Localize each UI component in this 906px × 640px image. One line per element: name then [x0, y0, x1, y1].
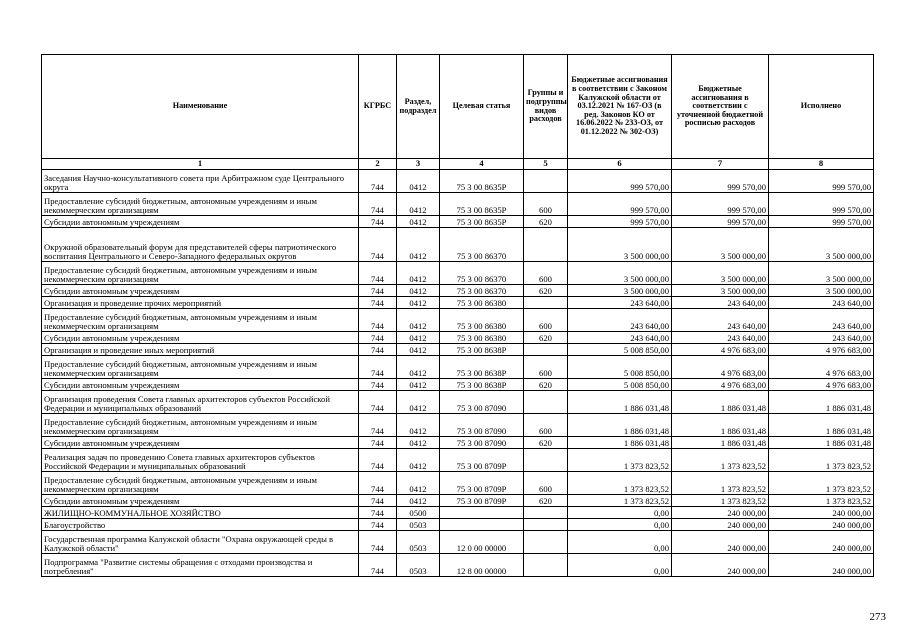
table-cell-section: 0412 [397, 391, 440, 414]
table-cell-target [440, 519, 524, 531]
table-cell-kgrbs: 744 [359, 170, 397, 193]
header-executed: Исполнено [769, 55, 874, 159]
table-cell-kgrbs: 744 [359, 437, 397, 449]
table-cell-section: 0412 [397, 472, 440, 495]
table-cell-refined: 3 500 000,00 [672, 262, 769, 285]
page-number: 273 [869, 611, 886, 623]
table-row [42, 309, 874, 332]
table-cell-group [524, 507, 568, 519]
table-cell-executed: 243 640,00 [769, 332, 874, 344]
table-cell-group: 620 [524, 332, 568, 344]
table-cell-refined: 240 000,00 [672, 531, 769, 554]
table-row [42, 332, 874, 344]
table-cell-target: 75 3 00 87090 [440, 414, 524, 437]
table-cell-refined: 243 640,00 [672, 297, 769, 309]
table-cell-executed: 999 570,00 [769, 193, 874, 216]
table-cell-name: Субсидии автономным учреждениям [42, 332, 359, 344]
table-cell-approved: 3 500 000,00 [568, 228, 672, 262]
table-cell-approved: 1 886 031,48 [568, 414, 672, 437]
table-cell-approved: 5 008 850,00 [568, 344, 672, 356]
budget-table [41, 54, 874, 577]
table-cell-group [524, 344, 568, 356]
table-row [42, 216, 874, 228]
header-refined: Бюджетные ассигнования в соответствии с уточненной бюджетной росписью расходов [672, 55, 769, 159]
table-cell-refined: 243 640,00 [672, 332, 769, 344]
table-cell-kgrbs: 744 [359, 356, 397, 379]
table-cell-approved: 1 886 031,48 [568, 391, 672, 414]
column-number-row [42, 159, 874, 170]
table-cell-target: 75 3 00 8709Р [440, 472, 524, 495]
column-number: 6 [568, 159, 672, 170]
table-cell-section: 0412 [397, 356, 440, 379]
table-cell-kgrbs: 744 [359, 332, 397, 344]
table-cell-kgrbs: 744 [359, 379, 397, 391]
table-cell-refined: 1 886 031,48 [672, 391, 769, 414]
table-cell-target: 75 3 00 8638Р [440, 356, 524, 379]
table-cell-name: Предоставление субсидий бюджетным, автономным учреждениям и иным некоммерческим организациям [42, 356, 359, 379]
column-number: 3 [397, 159, 440, 170]
table-cell-executed: 1 886 031,48 [769, 391, 874, 414]
table-row [42, 170, 874, 193]
table-cell-name: Субсидии автономным учреждениям [42, 379, 359, 391]
table-cell-section: 0412 [397, 297, 440, 309]
table-cell-group: 620 [524, 216, 568, 228]
table-row [42, 344, 874, 356]
table-row [42, 495, 874, 507]
table-cell-executed: 240 000,00 [769, 531, 874, 554]
column-number: 8 [769, 159, 874, 170]
table-cell-target: 75 3 00 87090 [440, 391, 524, 414]
table-cell-group: 600 [524, 309, 568, 332]
table-cell-name: Предоставление субсидий бюджетным, автономным учреждениям и иным некоммерческим организациям [42, 309, 359, 332]
column-number: 1 [42, 159, 359, 170]
table-cell-refined: 243 640,00 [672, 309, 769, 332]
table-cell-refined: 4 976 683,00 [672, 344, 769, 356]
table-cell-name: Заседания Научно-консультативного совета при Арбитражном суде Центрального округа [42, 170, 359, 193]
table-cell-section: 0412 [397, 285, 440, 297]
table-cell-approved: 1 373 823,52 [568, 449, 672, 472]
table-cell-refined: 1 886 031,48 [672, 437, 769, 449]
table-cell-section: 0503 [397, 519, 440, 531]
table-cell-target: 75 3 00 86370 [440, 262, 524, 285]
table-cell-section: 0412 [397, 495, 440, 507]
table-row [42, 414, 874, 437]
table-cell-executed: 240 000,00 [769, 507, 874, 519]
table-cell-target: 12 0 00 00000 [440, 531, 524, 554]
table-cell-target [440, 507, 524, 519]
table-cell-section: 0500 [397, 507, 440, 519]
table-cell-refined: 1 373 823,52 [672, 495, 769, 507]
table-cell-target: 12 8 00 00000 [440, 554, 524, 577]
table-cell-group: 620 [524, 437, 568, 449]
table-cell-name: Государственная программа Калужской области "Охрана окружающей среды в Калужской области" [42, 531, 359, 554]
table-cell-kgrbs: 744 [359, 414, 397, 437]
table-cell-executed: 240 000,00 [769, 554, 874, 577]
table-cell-executed: 1 373 823,52 [769, 472, 874, 495]
table-cell-target: 75 3 00 8709Р [440, 449, 524, 472]
table-cell-section: 0412 [397, 216, 440, 228]
table-cell-name: Предоставление субсидий бюджетным, автономным учреждениям и иным некоммерческим организациям [42, 414, 359, 437]
table-cell-group: 600 [524, 193, 568, 216]
table-cell-group [524, 170, 568, 193]
header-target: Целевая статья [440, 55, 524, 159]
table-cell-target: 75 3 00 86370 [440, 285, 524, 297]
table-cell-group: 620 [524, 495, 568, 507]
table-cell-group [524, 449, 568, 472]
table-cell-target: 75 3 00 86370 [440, 228, 524, 262]
table-cell-section: 0503 [397, 531, 440, 554]
table-cell-refined: 240 000,00 [672, 554, 769, 577]
table-cell-executed: 4 976 683,00 [769, 344, 874, 356]
table-row [42, 437, 874, 449]
table-cell-kgrbs: 744 [359, 391, 397, 414]
table-cell-approved: 999 570,00 [568, 193, 672, 216]
table-cell-approved: 5 008 850,00 [568, 379, 672, 391]
table-cell-executed: 4 976 683,00 [769, 379, 874, 391]
table-cell-section: 0412 [397, 344, 440, 356]
table-cell-name: ЖИЛИЩНО-КОММУНАЛЬНОЕ ХОЗЯЙСТВО [42, 507, 359, 519]
column-number: 5 [524, 159, 568, 170]
table-cell-name: Субсидии автономным учреждениям [42, 437, 359, 449]
table-cell-approved: 1 373 823,52 [568, 472, 672, 495]
table-header-row [42, 55, 874, 159]
table-cell-refined: 4 976 683,00 [672, 356, 769, 379]
table-cell-refined: 3 500 000,00 [672, 228, 769, 262]
table-cell-name: Субсидии автономным учреждениям [42, 285, 359, 297]
table-cell-target: 75 3 00 8638Р [440, 379, 524, 391]
table-cell-kgrbs: 744 [359, 507, 397, 519]
table-cell-refined: 999 570,00 [672, 216, 769, 228]
table-cell-name: Предоставление субсидий бюджетным, автономным учреждениям и иным некоммерческим организациям [42, 472, 359, 495]
table-cell-section: 0412 [397, 379, 440, 391]
table-row [42, 519, 874, 531]
table-cell-name: Организация проведения Совета главных архитекторов субъектов Российской Федерации и муниципальных образований [42, 391, 359, 414]
table-cell-section: 0503 [397, 554, 440, 577]
table-cell-approved: 5 008 850,00 [568, 356, 672, 379]
table-cell-executed: 243 640,00 [769, 309, 874, 332]
table-cell-approved: 999 570,00 [568, 170, 672, 193]
table-cell-group [524, 519, 568, 531]
table-cell-executed: 3 500 000,00 [769, 262, 874, 285]
table-cell-target: 75 3 00 86380 [440, 332, 524, 344]
table-cell-executed: 999 570,00 [769, 170, 874, 193]
table-cell-refined: 4 976 683,00 [672, 379, 769, 391]
header-approved: Бюджетные ассигнования в соответствии с Законом Калужской области от 03.12.2021 № 167-ОЗ (в ред. Законов КО от 16.06.2022 № 233-ОЗ, от 01.12.2022 № 302-ОЗ) [568, 55, 672, 159]
column-number: 4 [440, 159, 524, 170]
table-cell-kgrbs: 744 [359, 216, 397, 228]
table-cell-executed: 3 500 000,00 [769, 285, 874, 297]
table-cell-section: 0412 [397, 262, 440, 285]
table-cell-executed: 3 500 000,00 [769, 228, 874, 262]
table-cell-kgrbs: 744 [359, 228, 397, 262]
table-cell-refined: 3 500 000,00 [672, 285, 769, 297]
table-cell-kgrbs: 744 [359, 262, 397, 285]
table-cell-section: 0412 [397, 414, 440, 437]
table-cell-kgrbs: 744 [359, 344, 397, 356]
table-cell-group: 600 [524, 414, 568, 437]
table-cell-group: 600 [524, 356, 568, 379]
table-cell-section: 0412 [397, 193, 440, 216]
table-row [42, 531, 874, 554]
table-row [42, 507, 874, 519]
table-cell-target: 75 3 00 86380 [440, 309, 524, 332]
table-cell-name: Организация и проведение прочих мероприятий [42, 297, 359, 309]
table-cell-group: 600 [524, 472, 568, 495]
table-cell-refined: 1 886 031,48 [672, 414, 769, 437]
table-cell-kgrbs: 744 [359, 285, 397, 297]
table-row [42, 356, 874, 379]
table-cell-kgrbs: 744 [359, 531, 397, 554]
table-cell-executed: 1 373 823,52 [769, 495, 874, 507]
table-cell-group [524, 554, 568, 577]
table-cell-section: 0412 [397, 170, 440, 193]
table-cell-group: 620 [524, 379, 568, 391]
table-cell-group: 600 [524, 262, 568, 285]
table-cell-refined: 999 570,00 [672, 170, 769, 193]
table-row [42, 449, 874, 472]
table-cell-name: Окружной образовательный форум для представителей сферы патриотического воспитания Центрального и Северо-Западного федеральных округов [42, 228, 359, 262]
table-cell-approved: 0,00 [568, 519, 672, 531]
table-cell-approved: 0,00 [568, 507, 672, 519]
table-cell-section: 0412 [397, 449, 440, 472]
column-number: 7 [672, 159, 769, 170]
table-cell-group [524, 297, 568, 309]
table-cell-kgrbs: 744 [359, 193, 397, 216]
column-number: 2 [359, 159, 397, 170]
table-cell-approved: 999 570,00 [568, 216, 672, 228]
table-cell-name: Благоустройство [42, 519, 359, 531]
table-cell-section: 0412 [397, 228, 440, 262]
table-cell-name: Подпрограмма "Развитие системы обращения с отходами производства и потребления" [42, 554, 359, 577]
table-cell-executed: 999 570,00 [769, 216, 874, 228]
table-row [42, 193, 874, 216]
table-cell-name: Предоставление субсидий бюджетным, автономным учреждениям и иным некоммерческим организациям [42, 193, 359, 216]
table-cell-refined: 999 570,00 [672, 193, 769, 216]
table-row [42, 285, 874, 297]
table-cell-executed: 243 640,00 [769, 297, 874, 309]
table-cell-group [524, 391, 568, 414]
table-row [42, 379, 874, 391]
table-cell-name: Субсидии автономным учреждениям [42, 216, 359, 228]
table-cell-kgrbs: 744 [359, 449, 397, 472]
table-cell-approved: 1 886 031,48 [568, 437, 672, 449]
table-cell-name: Реализация задач по проведению Совета главных архитекторов субъектов Российской Федерации и муниципальных образований [42, 449, 359, 472]
table-cell-target: 75 3 00 87090 [440, 437, 524, 449]
table-row [42, 472, 874, 495]
table-cell-refined: 1 373 823,52 [672, 449, 769, 472]
table-cell-name: Субсидии автономным учреждениям [42, 495, 359, 507]
table-cell-group: 620 [524, 285, 568, 297]
table-cell-executed: 1 886 031,48 [769, 437, 874, 449]
table-cell-approved: 0,00 [568, 554, 672, 577]
header-kgrbs: КГРБС [359, 55, 397, 159]
table-row [42, 228, 874, 262]
table-cell-executed: 1 886 031,48 [769, 414, 874, 437]
table-cell-kgrbs: 744 [359, 472, 397, 495]
table-cell-target: 75 3 00 86380 [440, 297, 524, 309]
table-cell-target: 75 3 00 8635Р [440, 170, 524, 193]
table-cell-target: 75 3 00 8635Р [440, 216, 524, 228]
header-section: Раздел, подраздел [397, 55, 440, 159]
table-row [42, 297, 874, 309]
table-cell-refined: 240 000,00 [672, 519, 769, 531]
table-cell-approved: 243 640,00 [568, 309, 672, 332]
table-cell-name: Предоставление субсидий бюджетным, автономным учреждениям и иным некоммерческим организациям [42, 262, 359, 285]
table-cell-section: 0412 [397, 332, 440, 344]
table-cell-approved: 3 500 000,00 [568, 262, 672, 285]
table-cell-section: 0412 [397, 437, 440, 449]
table-cell-approved: 3 500 000,00 [568, 285, 672, 297]
table-cell-kgrbs: 744 [359, 519, 397, 531]
budget-page [41, 54, 874, 577]
table-cell-target: 75 3 00 8638Р [440, 344, 524, 356]
table-cell-approved: 243 640,00 [568, 297, 672, 309]
table-cell-executed: 4 976 683,00 [769, 356, 874, 379]
table-cell-refined: 1 373 823,52 [672, 472, 769, 495]
header-group: Группы и подгруппы видов расходов [524, 55, 568, 159]
table-cell-approved: 0,00 [568, 531, 672, 554]
table-body [42, 170, 874, 577]
table-cell-group [524, 531, 568, 554]
table-cell-approved: 1 373 823,52 [568, 495, 672, 507]
table-row [42, 554, 874, 577]
table-cell-approved: 243 640,00 [568, 332, 672, 344]
table-cell-target: 75 3 00 8709Р [440, 495, 524, 507]
table-row [42, 262, 874, 285]
table-cell-section: 0412 [397, 309, 440, 332]
table-cell-name: Организация и проведение иных мероприятий [42, 344, 359, 356]
table-cell-executed: 1 373 823,52 [769, 449, 874, 472]
table-cell-target: 75 3 00 8635Р [440, 193, 524, 216]
table-cell-group [524, 228, 568, 262]
header-name: Наименование [42, 55, 359, 159]
table-cell-kgrbs: 744 [359, 554, 397, 577]
table-row [42, 391, 874, 414]
table-cell-kgrbs: 744 [359, 309, 397, 332]
table-cell-kgrbs: 744 [359, 495, 397, 507]
table-cell-kgrbs: 744 [359, 297, 397, 309]
table-cell-executed: 240 000,00 [769, 519, 874, 531]
table-cell-refined: 240 000,00 [672, 507, 769, 519]
